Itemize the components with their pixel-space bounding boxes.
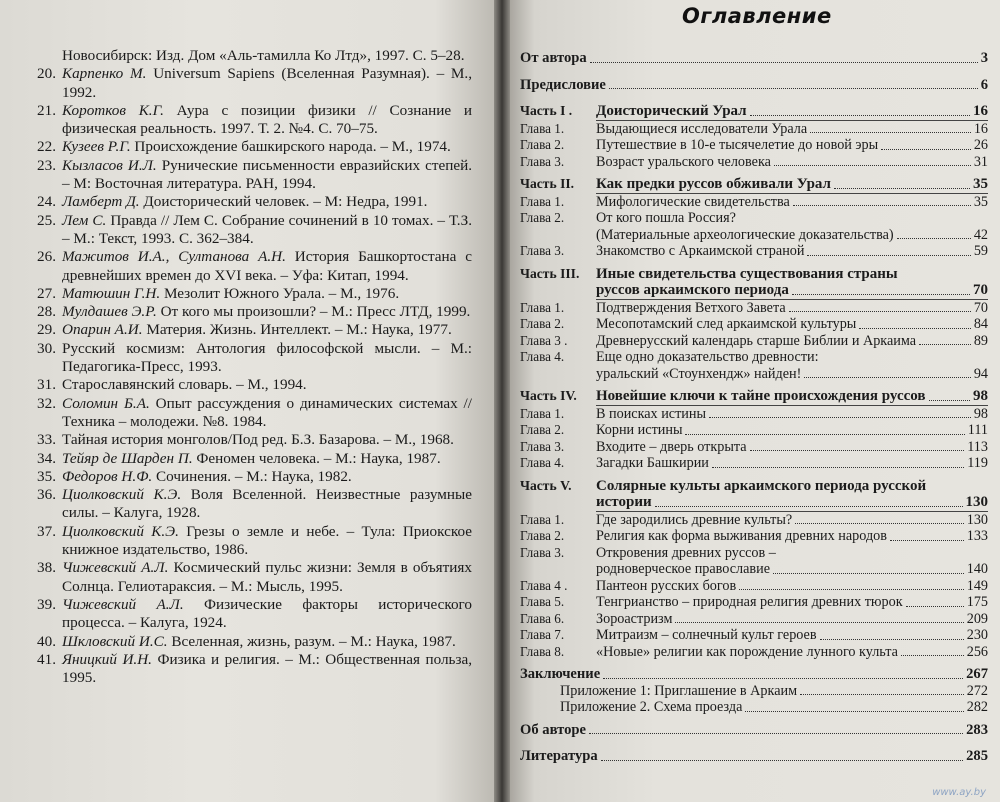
entry-title: Входите – дверь открыта [596,438,747,455]
entry-page: 84 [973,316,988,332]
entry-number: 29. [37,321,56,339]
toc-conclusion [520,666,988,683]
entry-number: 41. [37,650,56,668]
entry-label: Глава 1. [520,299,565,315]
leader-dots [712,467,964,468]
leader-dots [745,711,963,712]
entry-number: 23. [37,156,56,174]
entry-title: Митраизм – солнечный культ героев [596,627,817,643]
entry-author: Чижевский А.Л. [62,559,169,577]
entry-page: 89 [973,332,988,349]
leader-dots [709,417,971,418]
entry-number: 30. [37,339,56,357]
entry-title: Предисловие [520,76,606,93]
entry-author: Матюшин Г.Н. [62,284,161,302]
leader-dots [750,115,970,116]
entry-title: В поисках истины [596,405,707,422]
entry-number: 36. [37,486,56,504]
bibliography-entry [22,633,472,651]
leader-dots [807,255,970,256]
entry-body: Правда // Лем С. Собрание сочинений в 10 томах. – Т.З. – М.: Текст, 1993. С. 362–384. [62,211,473,247]
entry-body: Сочинения. – М.: Наука, 1982. [156,467,352,485]
leader-dots [675,622,963,623]
toc-part-cont [520,282,988,299]
entry-page: 98 [973,405,988,422]
entry-page: 26 [973,137,988,153]
entry-text [62,486,472,523]
bibliography-entry [22,321,472,339]
toc-part [520,266,988,283]
leader-dots [881,149,971,150]
toc-chapter [520,512,988,529]
book-gutter [494,0,510,802]
entry-label: Глава 2. [520,137,565,152]
entry-title: родноверческое православие [596,561,770,577]
entry-title: Еще одно доказательство древности: [596,349,819,365]
entry-author: Соломин Б.А. [62,394,150,412]
entry-label: Глава 2. [520,316,565,331]
toc-part-cont [520,494,988,511]
entry-page: 31 [973,153,988,170]
entry-title: Древнерусский календарь старше Библии и Аркаима [596,332,917,349]
bibliography-entry [22,285,472,303]
entry-page: 59 [973,243,988,259]
entry-text [62,138,472,156]
entry-title: От автора [520,50,587,66]
entry-text [62,523,472,560]
entry-body: Материя. Жизнь. Интеллект. – М.: Наука, 1977. [146,321,452,339]
bibliography-list [22,47,472,687]
toc-title: Оглавление [682,4,832,28]
entry-text [62,395,472,432]
bibliography-entry [22,486,472,523]
entry-author: Шкловский И.С. [62,632,168,650]
entry-page: 209 [966,610,988,627]
leader-dots [901,655,964,656]
entry-number: 34. [37,449,56,467]
bibliography-entry [22,102,472,139]
entry-title: истории [596,494,652,510]
leader-dots [603,678,963,679]
bibliography-entry [22,157,472,194]
toc-chapter [520,333,988,350]
toc-chapter [520,121,988,138]
entry-body: Новосибирск: Изд. Дом «Аль-тамилла Ко Лтд», 1997. С. 5–28. [62,47,465,64]
entry-label: Глава 3. [520,243,565,258]
toc-chapter [520,137,988,154]
entry-page: 35 [973,193,988,210]
entry-label: Глава 3 . [520,332,568,348]
toc-appendix [520,699,988,716]
entry-author: Лем С. [62,211,107,229]
entry-label: Глава 8. [520,643,565,659]
bibliography-entry [22,248,472,285]
entry-text [62,212,472,249]
entry-page: 3 [980,50,988,66]
entry-number: 38. [37,559,56,577]
entry-page: 272 [966,682,988,699]
entry-author: Тейяр де Шарден П. [62,449,193,467]
toc-part [520,103,988,120]
entry-number: 22. [37,138,56,156]
bibliography-entry [22,431,472,449]
leader-dots [800,694,964,695]
entry-page: 285 [966,748,988,764]
leader-dots [789,311,971,312]
toc-chapter [520,578,988,595]
entry-text [62,193,472,211]
entry-page: 282 [966,699,988,715]
entry-author: Опарин А.И. [62,321,143,339]
toc-chapter [520,194,988,211]
entry-label: Глава 5. [520,594,565,609]
entry-page: 256 [966,643,988,660]
entry-body: Вселенная, жизнь, разум. – М.: Наука, 1987. [171,632,456,650]
entry-label: Глава 1. [520,405,565,421]
leader-dots [773,573,964,574]
entry-body: Доисторический человек. – М: Недра, 1991. [143,193,428,211]
entry-page: 140 [966,561,988,577]
entry-page: 230 [966,627,988,643]
entry-number: 27. [37,284,56,302]
entry-title: Знакомство с Аркаимской страной [596,243,805,259]
entry-title: Как предки руссов обживали Урал [596,176,831,192]
entry-body: Мезолит Южного Урала. – М., 1976. [163,284,400,302]
bibliography-entry [22,395,472,432]
toc-preface [520,77,988,94]
entry-number [22,47,62,65]
entry-page: 70 [973,299,988,316]
toc-chapter-cont [520,366,988,383]
entry-label: Часть II. [520,176,575,191]
right-page [510,0,1000,802]
entry-label: Глава 7. [520,627,565,642]
bibliography-entry [22,559,472,596]
entry-author: Мулдашев Э.Р. [62,303,157,321]
entry-author: Циолковский К.Э. [62,522,179,540]
entry-author: Ламберт Д. [62,193,140,211]
entry-title: Новейшие ключи к тайне происхождения руссов [596,388,926,404]
entry-body: Русский космизм: Антология философской мысли. – М.: Педагогика-Пресс, 1993. [62,339,472,376]
leader-dots [590,62,978,63]
leader-dots [655,506,963,507]
entry-page: 6 [980,76,988,93]
entry-number: 25. [37,211,56,229]
entry-label: Часть III. [520,265,580,281]
toc-author-note [520,50,988,67]
toc-part [520,176,988,193]
entry-page: 111 [967,422,988,438]
toc-chapter [520,154,988,171]
toc-chapter-cont [520,227,988,244]
entry-label: Глава 1. [520,511,565,527]
entry-title: Зороастризм [596,610,673,627]
entry-page: 70 [973,282,988,298]
toc-part [520,388,988,405]
entry-title: Иные свидетельства существования страны [596,265,898,282]
leader-dots [820,639,964,640]
entry-page: 149 [966,577,988,594]
entry-label: Глава 4 . [520,577,568,593]
toc-chapter [520,422,988,439]
entry-title: Путешествие в 10-е тысячелетие до новой эры [596,137,879,153]
toc-chapter [520,644,988,661]
entry-page: 16 [973,120,988,137]
entry-number: 40. [37,632,56,650]
entry-text [62,559,472,596]
entry-number: 20. [37,65,56,83]
leader-dots [906,606,964,607]
entry-body: Феномен человека. – М.: Наука, 1987. [196,449,441,467]
bibliography-entry [22,376,472,394]
entry-number: 26. [37,248,56,266]
entry-label: Глава 3. [520,153,565,169]
entry-text [62,248,472,285]
entry-title: Религия как форма выживания древних народов [596,528,887,544]
bibliography-entry [22,523,472,560]
toc-chapter [520,439,988,456]
entry-title: Месопотамский след аркаимской культуры [596,316,857,332]
entry-label: Глава 6. [520,610,565,626]
entry-title: уральский «Стоунхендж» найден! [596,365,802,382]
entry-label: Глава 2. [520,422,565,437]
entry-page: 119 [967,455,988,471]
bibliography-entry [22,596,472,633]
entry-text [62,651,472,688]
leader-dots [929,400,971,401]
toc-chapter [520,243,988,260]
toc-chapter [520,316,988,333]
entry-number: 32. [37,394,56,412]
entry-number: 37. [37,522,56,540]
entry-author: Чижевский А.Л. [62,595,184,613]
entry-number: 39. [37,595,56,613]
toc-appendix [520,683,988,700]
leader-dots [589,733,963,734]
entry-title: «Новые» религии как порождение лунного культа [596,643,898,660]
entry-body: Происхождение башкирского народа. – М., 1974. [134,138,451,156]
toc-chapter-cont [520,561,988,578]
entry-text [62,157,472,194]
entry-body: Аура с позиции физики // Сознание и физическая реальность. 1997. Т. 2. №4. С. 70–75. [62,101,472,138]
entry-page: 175 [966,594,988,610]
bibliography-entry [22,212,472,249]
entry-label: Часть V. [520,477,572,493]
entry-label: Глава 4. [520,455,565,470]
toc-chapter [520,627,988,644]
toc-chapter [520,455,988,472]
entry-title: Загадки Башкирии [596,455,709,471]
leader-dots [795,523,964,524]
entry-number: 31. [37,376,56,394]
entry-label: Глава 2. [520,528,565,543]
toc-chapter [520,349,988,366]
bibliography-entry [22,468,472,486]
entry-page: 283 [966,721,988,738]
entry-title: Корни истины [596,422,683,438]
entry-number: 33. [37,431,56,449]
entry-text [62,450,472,468]
bibliography-entry [22,193,472,211]
entry-text [62,321,472,339]
entry-label: Глава 2. [520,210,565,225]
entry-text [62,285,472,303]
entry-title: Возраст уральского человека [596,153,771,170]
entry-author: Коротков К.Г. [62,101,164,119]
entry-page: 16 [973,103,988,119]
entry-page: 94 [973,365,988,382]
entry-author: Федоров Н.Ф. [62,467,153,485]
entry-number: 24. [37,193,56,211]
bibliography-entry [22,138,472,156]
entry-label: Глава 3. [520,438,565,454]
entry-title: Солярные культы аркаимского периода русской [596,477,927,494]
entry-title: Доисторический Урал [596,103,747,119]
toc-chapter [520,210,988,227]
bibliography-entry [22,340,472,377]
toc-chapter [520,545,988,562]
entry-page: 130 [965,494,988,510]
entry-page: 98 [973,388,988,404]
entry-page: 133 [966,528,988,544]
entry-text [62,468,472,486]
entry-text [62,47,472,65]
entry-page: 42 [973,226,988,243]
entry-title: От кого пошла Россия? [596,210,736,226]
leader-dots [919,344,971,345]
leader-dots [834,188,970,189]
entry-text [62,102,472,139]
toc-literature [520,748,988,765]
entry-body: История Башкортостана с древнейших времен до XVI века. – Уфа: Китап, 1994. [62,248,472,284]
entry-body: Опыт рассуждения о динамических системах // Техника – молодежи. №8. 1984. [62,394,472,430]
entry-title: Приложение 1: Приглашение в Аркаим [560,682,798,699]
entry-title: Приложение 2. Схема проезда [560,699,743,715]
entry-text [62,596,472,633]
entry-page: 267 [966,666,988,682]
entry-title: Где зародились древние культы? [596,511,793,528]
bibliography-entry [22,450,472,468]
bibliography-entry [22,65,472,102]
entry-title: Откровения древних руссов – [596,544,776,561]
entry-text [62,376,472,394]
entry-title: Выдающиеся исследователи Урала [596,120,808,137]
entry-text [62,65,472,102]
entry-body: Рунические письменности евразийских степей. – М: Восточная литература. РАН, 1994. [62,156,473,193]
entry-author: Циолковский К.Э. [62,486,182,504]
entry-title: Мифологические свидетельства [596,193,790,210]
toc-chapter [520,300,988,317]
entry-title: руссов аркаимского периода [596,282,789,298]
watermark: www.ay.by [932,787,986,798]
entry-body: Физика и религия. – М.: Общественная польза, 1995. [62,650,473,687]
entry-number: 28. [37,303,56,321]
entry-title: Об авторе [520,721,586,738]
entry-title: Тенгрианство – природная религия древних тюрок [596,594,903,610]
entry-body: Космический пульс жизни: Земля в объятиях Солнца. Гелиотараксия. – М.: Мысль, 1995. [62,559,472,595]
entry-label: Глава 3. [520,544,565,560]
entry-body: Старославянский словарь. – М., 1994. [62,376,307,394]
entry-page: 35 [973,176,988,192]
entry-page: 113 [967,438,988,455]
entry-page: 130 [966,511,988,528]
leader-dots [792,294,970,295]
entry-author: Мажитов И.А., Султанова А.Н. [62,248,286,266]
leader-dots [609,88,978,89]
entry-label: Глава 1. [520,120,565,136]
toc-about [520,722,988,739]
toc-chapter [520,611,988,628]
entry-body: Universum Sapiens (Вселенная Разумная). – М., 1992. [62,65,473,101]
leader-dots [793,205,971,206]
entry-author: Кызласов И.Л. [62,156,157,174]
entry-body: Физические факторы исторического процесса. – Калуга, 1924. [62,595,473,632]
toc-chapter [520,594,988,611]
toc-part [520,478,988,495]
entry-title: Литература [520,748,598,764]
leader-dots [750,450,965,451]
entry-text [62,303,472,321]
entry-author: Яницкий И.Н. [62,650,152,668]
left-page [0,0,494,802]
entry-label: Глава 1. [520,193,565,209]
table-of-contents [520,50,988,765]
leader-dots [739,589,964,590]
leader-dots [810,132,971,133]
entry-title: Заключение [520,666,601,682]
leader-dots [774,165,971,166]
leader-dots [804,377,971,378]
entry-text [62,431,472,449]
entry-label: Глава 4. [520,349,565,364]
entry-number: 35. [37,467,56,485]
entry-title: Подтверждения Ветхого Завета [596,299,786,316]
bibliography-entry [22,47,472,65]
entry-title: Пантеон русских богов [596,577,737,594]
bibliography-entry [22,651,472,688]
entry-author: Карпенко М. [62,65,147,83]
toc-chapter [520,406,988,423]
entry-body: Воля Вселенной. Неизвестные разумные силы. – Калуга, 1928. [62,486,472,522]
entry-text [62,633,472,651]
leader-dots [601,760,963,761]
bibliography-entry [22,303,472,321]
entry-text [62,340,472,377]
entry-body: От кого мы произошли? – М.: Пресс ЛТД, 1999. [160,303,471,321]
entry-label: Часть I . [520,103,573,118]
entry-number: 21. [37,101,56,119]
entry-title: (Материальные археологические доказательства) [596,226,894,243]
leader-dots [859,328,970,329]
entry-body: Грезы о земле и небе. – Тула: Приокское книжное издательство, 1986. [62,522,472,559]
leader-dots [897,238,971,239]
leader-dots [890,540,964,541]
entry-label: Часть IV. [520,388,577,403]
entry-author: Кузеев Р.Г. [62,138,131,156]
entry-body: Тайная история монголов/Под ред. Б.З. Базарова. – М., 1968. [62,431,454,449]
toc-chapter [520,528,988,545]
leader-dots [685,434,964,435]
